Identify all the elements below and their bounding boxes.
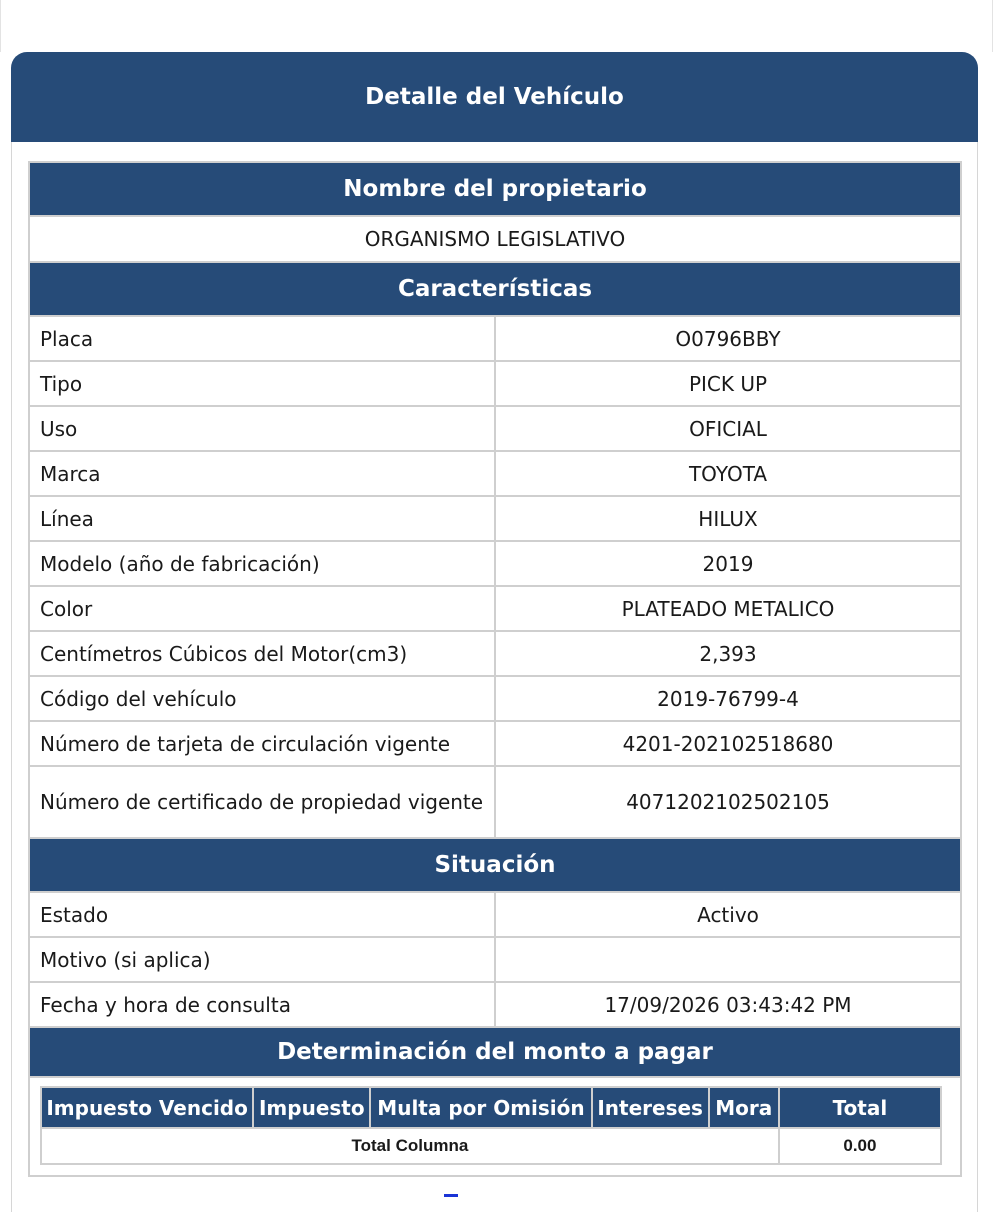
use-label: Uso: [29, 406, 495, 451]
type-value: PICK UP: [495, 361, 961, 406]
plate-label: Placa: [29, 316, 495, 361]
total-column-label: Total Columna: [41, 1128, 779, 1164]
reason-label: Motivo (si aplica): [29, 937, 495, 982]
table-row: [29, 676, 961, 721]
table-row: [29, 496, 961, 541]
line-label: Línea: [29, 496, 495, 541]
vehicle-code-label: Código del vehículo: [29, 676, 495, 721]
owner-section-header-row: [29, 162, 961, 216]
table-row: [29, 406, 961, 451]
line-value: HILUX: [495, 496, 961, 541]
total-column-row: [41, 1128, 941, 1164]
total-column-value: 0.00: [779, 1128, 941, 1164]
circulation-card-label: Número de tarjeta de circulación vigente: [29, 721, 495, 766]
table-row: [29, 586, 961, 631]
characteristics-section-title: Características: [29, 262, 961, 316]
amount-table: [40, 1086, 942, 1165]
total-header: Total: [779, 1087, 941, 1128]
model-label: Modelo (año de fabricación): [29, 541, 495, 586]
table-row: [29, 451, 961, 496]
model-value: 2019: [495, 541, 961, 586]
interest-header: Intereses: [592, 1087, 709, 1128]
brand-label: Marca: [29, 451, 495, 496]
amount-section-header-row: [29, 1027, 961, 1077]
vehicle-code-value: 2019-76799-4: [495, 676, 961, 721]
plate-value: O0796BBY: [495, 316, 961, 361]
table-row: [29, 316, 961, 361]
vehicle-detail-table: [28, 161, 962, 1177]
vehicle-detail-header: [11, 52, 978, 142]
circulation-card-value: 4201-202102518680: [495, 721, 961, 766]
table-row: [29, 892, 961, 937]
overdue-tax-header: Impuesto Vencido: [41, 1087, 253, 1128]
amount-section-title: Determinación del monto a pagar: [29, 1027, 961, 1077]
owner-section-title: Nombre del propietario: [29, 162, 961, 216]
status-value: Activo: [495, 892, 961, 937]
owner-row: [29, 216, 961, 262]
query-datetime-value: 17/09/2026 03:43:42 PM: [495, 982, 961, 1027]
owner-name: ORGANISMO LEGISLATIVO: [29, 216, 961, 262]
table-row: [29, 766, 961, 838]
status-label: Estado: [29, 892, 495, 937]
table-row: [29, 982, 961, 1027]
table-row: [29, 721, 961, 766]
situation-section-header-row: [29, 838, 961, 892]
characteristics-section-header-row: [29, 262, 961, 316]
table-row: [29, 937, 961, 982]
engine-cc-label: Centímetros Cúbicos del Motor(cm3): [29, 631, 495, 676]
table-row: [29, 631, 961, 676]
page-title: Detalle del Vehículo: [365, 84, 624, 110]
query-datetime-label: Fecha y hora de consulta: [29, 982, 495, 1027]
color-value: PLATEADO METALICO: [495, 586, 961, 631]
table-row: [29, 361, 961, 406]
page-top-area: [0, 0, 993, 52]
amount-row: [29, 1077, 961, 1176]
reason-value: [495, 937, 961, 982]
engine-cc-value: 2,393: [495, 631, 961, 676]
table-row: [29, 541, 961, 586]
amount-table-cell: [29, 1077, 961, 1176]
brand-value: TOYOTA: [495, 451, 961, 496]
bottom-link-fragment[interactable]: [444, 1194, 458, 1197]
tax-header: Impuesto: [253, 1087, 370, 1128]
late-fee-header: Mora: [709, 1087, 779, 1128]
omission-fine-header: Multa por Omisión: [370, 1087, 591, 1128]
property-certificate-value: 4071202102502105: [495, 766, 961, 838]
use-value: OFICIAL: [495, 406, 961, 451]
situation-section-title: Situación: [29, 838, 961, 892]
type-label: Tipo: [29, 361, 495, 406]
color-label: Color: [29, 586, 495, 631]
property-certificate-label: Número de certificado de propiedad vigente: [29, 766, 495, 838]
amount-header-row: [41, 1087, 941, 1128]
